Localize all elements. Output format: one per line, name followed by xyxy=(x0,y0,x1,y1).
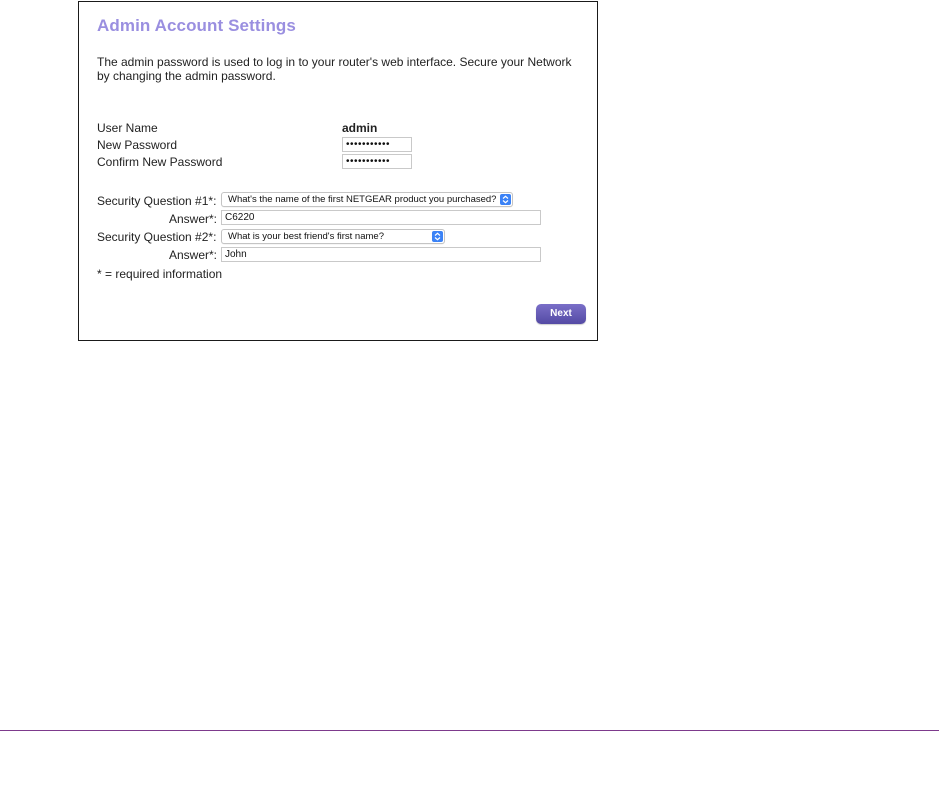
confirm-password-field[interactable]: ••••••••••• xyxy=(342,154,412,169)
admin-account-settings-panel xyxy=(78,1,598,341)
answer-1-field[interactable]: C6220 xyxy=(221,210,541,225)
security-question-2-value: What is your best friend's first name? xyxy=(228,231,384,242)
security-question-1-label: Security Question #1*: xyxy=(97,194,217,208)
user-name-label: User Name xyxy=(97,121,158,135)
confirm-password-label: Confirm New Password xyxy=(97,155,223,169)
description-text: The admin password is used to log in to your router's web interface. Secure your Network by changing the admin password. xyxy=(97,55,572,83)
required-info-note: * = required information xyxy=(97,267,223,281)
next-button[interactable]: Next xyxy=(536,304,586,324)
answer-2-label: Answer*: xyxy=(168,248,217,262)
chevron-updown-icon xyxy=(500,194,511,205)
answer-2-field[interactable]: John xyxy=(221,247,541,262)
security-question-1-value: What's the name of the first NETGEAR product you purchased? xyxy=(228,194,497,205)
footer-divider xyxy=(0,730,939,731)
new-password-field[interactable]: ••••••••••• xyxy=(342,137,412,152)
security-question-1-select[interactable] xyxy=(221,192,513,207)
security-question-2-label: Security Question #2*: xyxy=(97,230,217,244)
new-password-label: New Password xyxy=(97,138,178,152)
user-name-value: admin xyxy=(342,121,378,135)
chevron-updown-icon xyxy=(432,231,443,242)
answer-1-label: Answer*: xyxy=(168,212,217,226)
security-question-2-select[interactable] xyxy=(221,229,445,244)
page-title: Admin Account Settings xyxy=(97,16,296,35)
